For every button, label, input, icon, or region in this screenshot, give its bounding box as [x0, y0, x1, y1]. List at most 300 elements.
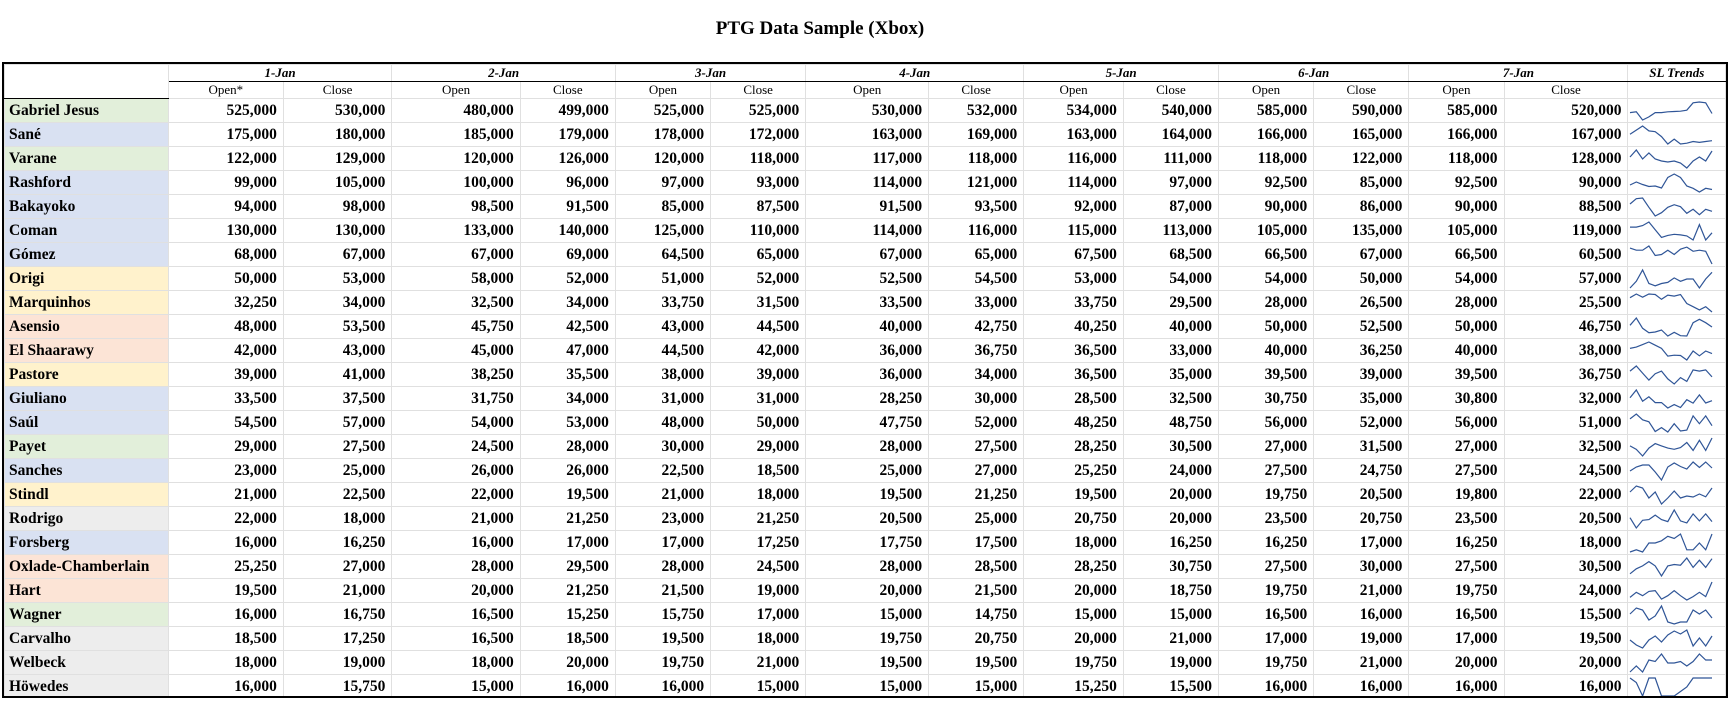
price-cell[interactable]: 47,750 [806, 411, 929, 435]
day-header[interactable]: 1-Jan [168, 65, 392, 82]
price-cell[interactable]: 32,500 [1504, 435, 1628, 459]
price-cell[interactable]: 31,000 [711, 387, 806, 411]
price-cell[interactable]: 26,000 [520, 459, 615, 483]
sparkline-cell[interactable] [1628, 267, 1726, 291]
price-cell[interactable]: 19,000 [1123, 651, 1218, 675]
price-cell[interactable]: 21,250 [520, 579, 615, 603]
price-cell[interactable]: 21,000 [1123, 627, 1218, 651]
price-cell[interactable]: 178,000 [615, 123, 710, 147]
price-cell[interactable]: 90,000 [1219, 195, 1314, 219]
price-cell[interactable]: 66,500 [1409, 243, 1504, 267]
subheader-cell[interactable]: Close [1314, 82, 1409, 99]
subheader-cell[interactable]: Close [711, 82, 806, 99]
price-cell[interactable]: 25,000 [283, 459, 391, 483]
player-name-cell[interactable]: Carvalho [5, 627, 169, 651]
price-cell[interactable]: 28,000 [806, 435, 929, 459]
price-cell[interactable]: 19,750 [1219, 651, 1314, 675]
price-cell[interactable]: 18,000 [1504, 531, 1628, 555]
price-cell[interactable]: 15,000 [806, 603, 929, 627]
price-cell[interactable]: 48,000 [615, 411, 710, 435]
sparkline-cell[interactable] [1628, 291, 1726, 315]
price-cell[interactable]: 15,250 [520, 603, 615, 627]
price-cell[interactable]: 51,000 [1504, 411, 1628, 435]
price-cell[interactable]: 14,750 [929, 603, 1024, 627]
price-cell[interactable]: 114,000 [1024, 171, 1124, 195]
price-cell[interactable]: 22,500 [283, 483, 391, 507]
price-cell[interactable]: 25,000 [806, 459, 929, 483]
price-cell[interactable]: 85,000 [1314, 171, 1409, 195]
price-cell[interactable]: 20,000 [1409, 651, 1504, 675]
price-cell[interactable]: 18,750 [1123, 579, 1218, 603]
player-name-cell[interactable]: El Shaarawy [5, 339, 169, 363]
day-header[interactable]: 2-Jan [392, 65, 616, 82]
price-cell[interactable]: 16,000 [520, 675, 615, 699]
price-cell[interactable]: 20,000 [1504, 651, 1628, 675]
price-cell[interactable]: 27,000 [1219, 435, 1314, 459]
price-cell[interactable]: 23,500 [1219, 507, 1314, 531]
price-cell[interactable]: 51,000 [615, 267, 710, 291]
sparkline-cell[interactable] [1628, 243, 1726, 267]
price-cell[interactable]: 117,000 [806, 147, 929, 171]
price-cell[interactable]: 22,500 [615, 459, 710, 483]
player-name-cell[interactable]: Forsberg [5, 531, 169, 555]
price-cell[interactable]: 28,500 [929, 555, 1024, 579]
price-cell[interactable]: 24,000 [1123, 459, 1218, 483]
price-cell[interactable]: 15,250 [1024, 675, 1124, 699]
price-cell[interactable]: 53,000 [520, 411, 615, 435]
price-cell[interactable]: 18,000 [711, 483, 806, 507]
player-name-cell[interactable]: Bakayoko [5, 195, 169, 219]
price-cell[interactable]: 116,000 [1024, 147, 1124, 171]
price-cell[interactable]: 16,000 [1314, 603, 1409, 627]
price-cell[interactable]: 54,000 [1219, 267, 1314, 291]
player-name-cell[interactable]: Stindl [5, 483, 169, 507]
price-cell[interactable]: 18,000 [168, 651, 283, 675]
price-cell[interactable]: 39,000 [168, 363, 283, 387]
price-cell[interactable]: 15,000 [1123, 603, 1218, 627]
price-cell[interactable]: 23,000 [615, 507, 710, 531]
price-cell[interactable]: 36,250 [1314, 339, 1409, 363]
price-cell[interactable]: 19,750 [1024, 651, 1124, 675]
price-cell[interactable]: 48,750 [1123, 411, 1218, 435]
price-cell[interactable]: 28,000 [1409, 291, 1504, 315]
price-cell[interactable]: 48,250 [1024, 411, 1124, 435]
price-cell[interactable]: 67,000 [1314, 243, 1409, 267]
price-cell[interactable]: 46,750 [1504, 315, 1628, 339]
price-cell[interactable]: 54,500 [929, 267, 1024, 291]
price-cell[interactable]: 42,000 [168, 339, 283, 363]
price-cell[interactable]: 16,000 [1504, 675, 1628, 699]
price-cell[interactable]: 18,500 [520, 627, 615, 651]
sparkline-cell[interactable] [1628, 555, 1726, 579]
price-cell[interactable]: 66,500 [1219, 243, 1314, 267]
price-cell[interactable]: 110,000 [711, 219, 806, 243]
player-name-cell[interactable]: Pastore [5, 363, 169, 387]
price-cell[interactable]: 40,000 [1409, 339, 1504, 363]
price-cell[interactable]: 21,500 [929, 579, 1024, 603]
day-header[interactable]: 3-Jan [615, 65, 805, 82]
price-cell[interactable]: 185,000 [392, 123, 520, 147]
price-cell[interactable]: 525,000 [615, 99, 710, 123]
price-cell[interactable]: 54,000 [1409, 267, 1504, 291]
subheader-cell[interactable]: Open [392, 82, 520, 99]
price-cell[interactable]: 96,000 [520, 171, 615, 195]
price-cell[interactable]: 21,250 [711, 507, 806, 531]
price-cell[interactable]: 42,500 [520, 315, 615, 339]
price-cell[interactable]: 166,000 [1409, 123, 1504, 147]
price-cell[interactable]: 105,000 [283, 171, 391, 195]
price-cell[interactable]: 22,000 [168, 507, 283, 531]
price-cell[interactable]: 15,000 [392, 675, 520, 699]
price-cell[interactable]: 39,000 [1314, 363, 1409, 387]
price-cell[interactable]: 19,000 [1314, 627, 1409, 651]
price-cell[interactable]: 33,000 [1123, 339, 1218, 363]
price-cell[interactable]: 133,000 [392, 219, 520, 243]
price-cell[interactable]: 21,000 [1314, 579, 1409, 603]
price-cell[interactable]: 23,000 [168, 459, 283, 483]
price-cell[interactable]: 21,250 [929, 483, 1024, 507]
price-cell[interactable]: 36,750 [1504, 363, 1628, 387]
price-cell[interactable]: 34,000 [283, 291, 391, 315]
price-cell[interactable]: 15,500 [1123, 675, 1218, 699]
price-cell[interactable]: 41,000 [283, 363, 391, 387]
price-cell[interactable]: 20,500 [1504, 507, 1628, 531]
price-cell[interactable]: 20,000 [392, 579, 520, 603]
price-cell[interactable]: 17,750 [806, 531, 929, 555]
price-cell[interactable]: 530,000 [283, 99, 391, 123]
price-cell[interactable]: 534,000 [1024, 99, 1124, 123]
corner-cell[interactable] [5, 65, 169, 99]
price-cell[interactable]: 530,000 [806, 99, 929, 123]
price-cell[interactable]: 16,000 [615, 675, 710, 699]
price-cell[interactable]: 17,250 [711, 531, 806, 555]
price-cell[interactable]: 28,000 [806, 555, 929, 579]
player-name-cell[interactable]: Wagner [5, 603, 169, 627]
sparkline-cell[interactable] [1628, 99, 1726, 123]
price-cell[interactable]: 36,750 [929, 339, 1024, 363]
price-cell[interactable]: 29,500 [520, 555, 615, 579]
price-cell[interactable]: 27,500 [1219, 555, 1314, 579]
player-name-cell[interactable]: Sané [5, 123, 169, 147]
price-cell[interactable]: 27,000 [929, 459, 1024, 483]
price-cell[interactable]: 17,000 [711, 603, 806, 627]
price-cell[interactable]: 31,500 [711, 291, 806, 315]
price-cell[interactable]: 122,000 [1314, 147, 1409, 171]
price-cell[interactable]: 480,000 [392, 99, 520, 123]
price-cell[interactable]: 40,000 [806, 315, 929, 339]
price-cell[interactable]: 30,500 [1504, 555, 1628, 579]
price-cell[interactable]: 585,000 [1409, 99, 1504, 123]
price-cell[interactable]: 91,500 [806, 195, 929, 219]
price-cell[interactable]: 15,500 [1504, 603, 1628, 627]
price-cell[interactable]: 53,500 [283, 315, 391, 339]
price-cell[interactable]: 28,250 [1024, 555, 1124, 579]
player-name-cell[interactable]: Gómez [5, 243, 169, 267]
player-name-cell[interactable]: Rodrigo [5, 507, 169, 531]
price-cell[interactable]: 19,500 [929, 651, 1024, 675]
price-cell[interactable]: 113,000 [1123, 219, 1218, 243]
price-cell[interactable]: 27,500 [929, 435, 1024, 459]
subheader-cell[interactable]: Close [1504, 82, 1628, 99]
price-cell[interactable]: 87,500 [711, 195, 806, 219]
price-cell[interactable]: 99,000 [168, 171, 283, 195]
price-cell[interactable]: 85,000 [615, 195, 710, 219]
price-cell[interactable]: 164,000 [1123, 123, 1218, 147]
price-cell[interactable]: 52,000 [520, 267, 615, 291]
price-cell[interactable]: 17,000 [1219, 627, 1314, 651]
day-header[interactable]: 4-Jan [806, 65, 1024, 82]
player-name-cell[interactable]: Sanches [5, 459, 169, 483]
price-cell[interactable]: 22,000 [1504, 483, 1628, 507]
price-cell[interactable]: 25,000 [929, 507, 1024, 531]
price-cell[interactable]: 32,000 [1504, 387, 1628, 411]
subheader-cell[interactable]: Open* [168, 82, 283, 99]
price-cell[interactable]: 38,000 [1504, 339, 1628, 363]
price-cell[interactable]: 19,500 [168, 579, 283, 603]
price-cell[interactable]: 90,000 [1504, 171, 1628, 195]
subheader-cell[interactable]: Open [806, 82, 929, 99]
price-cell[interactable]: 19,750 [1219, 483, 1314, 507]
price-cell[interactable]: 42,750 [929, 315, 1024, 339]
price-cell[interactable]: 120,000 [615, 147, 710, 171]
subheader-cell[interactable]: Open [1219, 82, 1314, 99]
price-cell[interactable]: 53,000 [1024, 267, 1124, 291]
price-cell[interactable]: 34,000 [520, 291, 615, 315]
price-cell[interactable]: 20,000 [1123, 507, 1218, 531]
price-cell[interactable]: 29,000 [168, 435, 283, 459]
player-name-cell[interactable]: Oxlade-Chamberlain [5, 555, 169, 579]
price-cell[interactable]: 140,000 [520, 219, 615, 243]
price-cell[interactable]: 43,000 [283, 339, 391, 363]
price-cell[interactable]: 25,500 [1504, 291, 1628, 315]
price-cell[interactable]: 97,000 [1123, 171, 1218, 195]
price-cell[interactable]: 114,000 [806, 171, 929, 195]
sparkline-cell[interactable] [1628, 387, 1726, 411]
price-cell[interactable]: 19,500 [1024, 483, 1124, 507]
sparkline-cell[interactable] [1628, 147, 1726, 171]
price-cell[interactable]: 24,500 [392, 435, 520, 459]
price-cell[interactable]: 126,000 [520, 147, 615, 171]
price-cell[interactable]: 118,000 [1219, 147, 1314, 171]
price-cell[interactable]: 16,250 [1219, 531, 1314, 555]
price-cell[interactable]: 18,000 [283, 507, 391, 531]
price-cell[interactable]: 31,000 [615, 387, 710, 411]
sparkline-cell[interactable] [1628, 339, 1726, 363]
player-name-cell[interactable]: Varane [5, 147, 169, 171]
subheader-cell[interactable]: Open [615, 82, 710, 99]
price-cell[interactable]: 50,000 [168, 267, 283, 291]
price-cell[interactable]: 67,000 [392, 243, 520, 267]
price-cell[interactable]: 36,500 [1024, 363, 1124, 387]
price-cell[interactable]: 52,000 [929, 411, 1024, 435]
price-cell[interactable]: 50,000 [1409, 315, 1504, 339]
price-cell[interactable]: 27,500 [1409, 459, 1504, 483]
price-cell[interactable]: 19,750 [1409, 579, 1504, 603]
price-cell[interactable]: 28,000 [1219, 291, 1314, 315]
sparkline-cell[interactable] [1628, 411, 1726, 435]
price-cell[interactable]: 50,000 [1314, 267, 1409, 291]
price-cell[interactable]: 125,000 [615, 219, 710, 243]
price-cell[interactable]: 53,000 [283, 267, 391, 291]
price-cell[interactable]: 22,000 [392, 483, 520, 507]
price-cell[interactable]: 130,000 [168, 219, 283, 243]
price-cell[interactable]: 39,500 [1409, 363, 1504, 387]
price-cell[interactable]: 33,500 [806, 291, 929, 315]
price-cell[interactable]: 16,000 [168, 531, 283, 555]
price-cell[interactable]: 30,750 [1219, 387, 1314, 411]
price-cell[interactable]: 19,500 [520, 483, 615, 507]
price-cell[interactable]: 32,500 [1123, 387, 1218, 411]
price-cell[interactable]: 15,750 [283, 675, 391, 699]
price-cell[interactable]: 28,000 [615, 555, 710, 579]
price-cell[interactable]: 122,000 [168, 147, 283, 171]
price-cell[interactable]: 50,000 [1219, 315, 1314, 339]
price-cell[interactable]: 93,000 [711, 171, 806, 195]
price-cell[interactable]: 35,000 [1123, 363, 1218, 387]
price-cell[interactable]: 48,000 [168, 315, 283, 339]
price-cell[interactable]: 19,500 [806, 651, 929, 675]
subheader-cell[interactable]: Close [520, 82, 615, 99]
price-cell[interactable]: 119,000 [1504, 219, 1628, 243]
price-cell[interactable]: 129,000 [283, 147, 391, 171]
price-cell[interactable]: 30,750 [1123, 555, 1218, 579]
player-name-cell[interactable]: Höwedes [5, 675, 169, 699]
price-cell[interactable]: 44,500 [711, 315, 806, 339]
player-name-cell[interactable]: Marquinhos [5, 291, 169, 315]
price-cell[interactable]: 532,000 [929, 99, 1024, 123]
price-cell[interactable]: 105,000 [1219, 219, 1314, 243]
sparkline-cell[interactable] [1628, 483, 1726, 507]
sparkline-cell[interactable] [1628, 603, 1726, 627]
price-cell[interactable]: 175,000 [168, 123, 283, 147]
price-cell[interactable]: 67,500 [1024, 243, 1124, 267]
price-cell[interactable]: 18,000 [392, 651, 520, 675]
price-cell[interactable]: 35,000 [1314, 387, 1409, 411]
price-cell[interactable]: 128,000 [1504, 147, 1628, 171]
price-cell[interactable]: 17,500 [929, 531, 1024, 555]
price-cell[interactable]: 17,000 [615, 531, 710, 555]
subheader-cell[interactable]: Close [929, 82, 1024, 99]
subheader-cell[interactable]: Open [1024, 82, 1124, 99]
price-cell[interactable]: 17,000 [520, 531, 615, 555]
price-cell[interactable]: 172,000 [711, 123, 806, 147]
price-cell[interactable]: 116,000 [929, 219, 1024, 243]
price-cell[interactable]: 590,000 [1314, 99, 1409, 123]
price-cell[interactable]: 525,000 [168, 99, 283, 123]
player-name-cell[interactable]: Asensio [5, 315, 169, 339]
player-name-cell[interactable]: Coman [5, 219, 169, 243]
price-cell[interactable]: 21,000 [1314, 651, 1409, 675]
price-cell[interactable]: 16,000 [392, 531, 520, 555]
price-cell[interactable]: 36,000 [806, 339, 929, 363]
price-cell[interactable]: 21,000 [168, 483, 283, 507]
price-cell[interactable]: 17,000 [1409, 627, 1504, 651]
price-cell[interactable]: 52,000 [711, 267, 806, 291]
price-cell[interactable]: 15,000 [711, 675, 806, 699]
price-cell[interactable]: 19,750 [806, 627, 929, 651]
price-cell[interactable]: 135,000 [1314, 219, 1409, 243]
price-cell[interactable]: 17,000 [1314, 531, 1409, 555]
price-cell[interactable]: 525,000 [711, 99, 806, 123]
price-cell[interactable]: 18,500 [168, 627, 283, 651]
price-cell[interactable]: 27,500 [283, 435, 391, 459]
price-cell[interactable]: 16,250 [1409, 531, 1504, 555]
price-cell[interactable]: 30,000 [929, 387, 1024, 411]
price-cell[interactable]: 28,250 [806, 387, 929, 411]
price-cell[interactable]: 169,000 [929, 123, 1024, 147]
price-cell[interactable]: 39,500 [1219, 363, 1314, 387]
price-cell[interactable]: 540,000 [1123, 99, 1218, 123]
subheader-cell[interactable]: Open [1409, 82, 1504, 99]
price-cell[interactable]: 100,000 [392, 171, 520, 195]
price-cell[interactable]: 36,000 [806, 363, 929, 387]
price-cell[interactable]: 165,000 [1314, 123, 1409, 147]
price-cell[interactable]: 52,500 [806, 267, 929, 291]
price-cell[interactable]: 20,000 [806, 579, 929, 603]
price-cell[interactable]: 16,000 [1409, 675, 1504, 699]
price-cell[interactable]: 180,000 [283, 123, 391, 147]
price-cell[interactable]: 97,000 [615, 171, 710, 195]
price-cell[interactable]: 38,250 [392, 363, 520, 387]
price-cell[interactable]: 43,000 [615, 315, 710, 339]
day-header[interactable]: 5-Jan [1024, 65, 1219, 82]
price-cell[interactable]: 69,000 [520, 243, 615, 267]
sparkline-cell[interactable] [1628, 195, 1726, 219]
price-cell[interactable]: 92,500 [1219, 171, 1314, 195]
sparkline-cell[interactable] [1628, 627, 1726, 651]
price-cell[interactable]: 18,500 [711, 459, 806, 483]
price-cell[interactable]: 19,750 [615, 651, 710, 675]
price-cell[interactable]: 27,500 [1219, 459, 1314, 483]
price-cell[interactable]: 16,000 [168, 675, 283, 699]
price-cell[interactable]: 520,000 [1504, 99, 1628, 123]
spreadsheet[interactable] [2, 62, 1728, 698]
price-cell[interactable]: 21,000 [283, 579, 391, 603]
price-cell[interactable]: 21,000 [615, 483, 710, 507]
sparkline-cell[interactable] [1628, 171, 1726, 195]
price-cell[interactable]: 29,000 [711, 435, 806, 459]
price-cell[interactable]: 65,000 [711, 243, 806, 267]
price-cell[interactable]: 45,000 [392, 339, 520, 363]
price-cell[interactable]: 20,000 [520, 651, 615, 675]
price-cell[interactable]: 20,000 [1024, 579, 1124, 603]
price-cell[interactable]: 15,750 [615, 603, 710, 627]
price-cell[interactable]: 18,000 [1024, 531, 1124, 555]
price-cell[interactable]: 27,000 [283, 555, 391, 579]
price-cell[interactable]: 163,000 [1024, 123, 1124, 147]
price-cell[interactable]: 32,250 [168, 291, 283, 315]
price-cell[interactable]: 31,500 [1314, 435, 1409, 459]
price-cell[interactable]: 23,500 [1409, 507, 1504, 531]
price-cell[interactable]: 130,000 [283, 219, 391, 243]
price-cell[interactable]: 21,000 [711, 651, 806, 675]
sparkline-cell[interactable] [1628, 531, 1726, 555]
sparkline-cell[interactable] [1628, 435, 1726, 459]
player-name-cell[interactable]: Hart [5, 579, 169, 603]
price-cell[interactable]: 19,500 [615, 627, 710, 651]
price-cell[interactable]: 68,000 [168, 243, 283, 267]
price-cell[interactable]: 37,500 [283, 387, 391, 411]
price-cell[interactable]: 19,000 [711, 579, 806, 603]
price-cell[interactable]: 27,500 [1409, 555, 1504, 579]
price-cell[interactable]: 16,250 [283, 531, 391, 555]
price-cell[interactable]: 24,750 [1314, 459, 1409, 483]
price-cell[interactable]: 30,500 [1123, 435, 1218, 459]
price-cell[interactable]: 20,750 [929, 627, 1024, 651]
price-cell[interactable]: 67,000 [806, 243, 929, 267]
price-cell[interactable]: 120,000 [392, 147, 520, 171]
price-cell[interactable]: 47,000 [520, 339, 615, 363]
